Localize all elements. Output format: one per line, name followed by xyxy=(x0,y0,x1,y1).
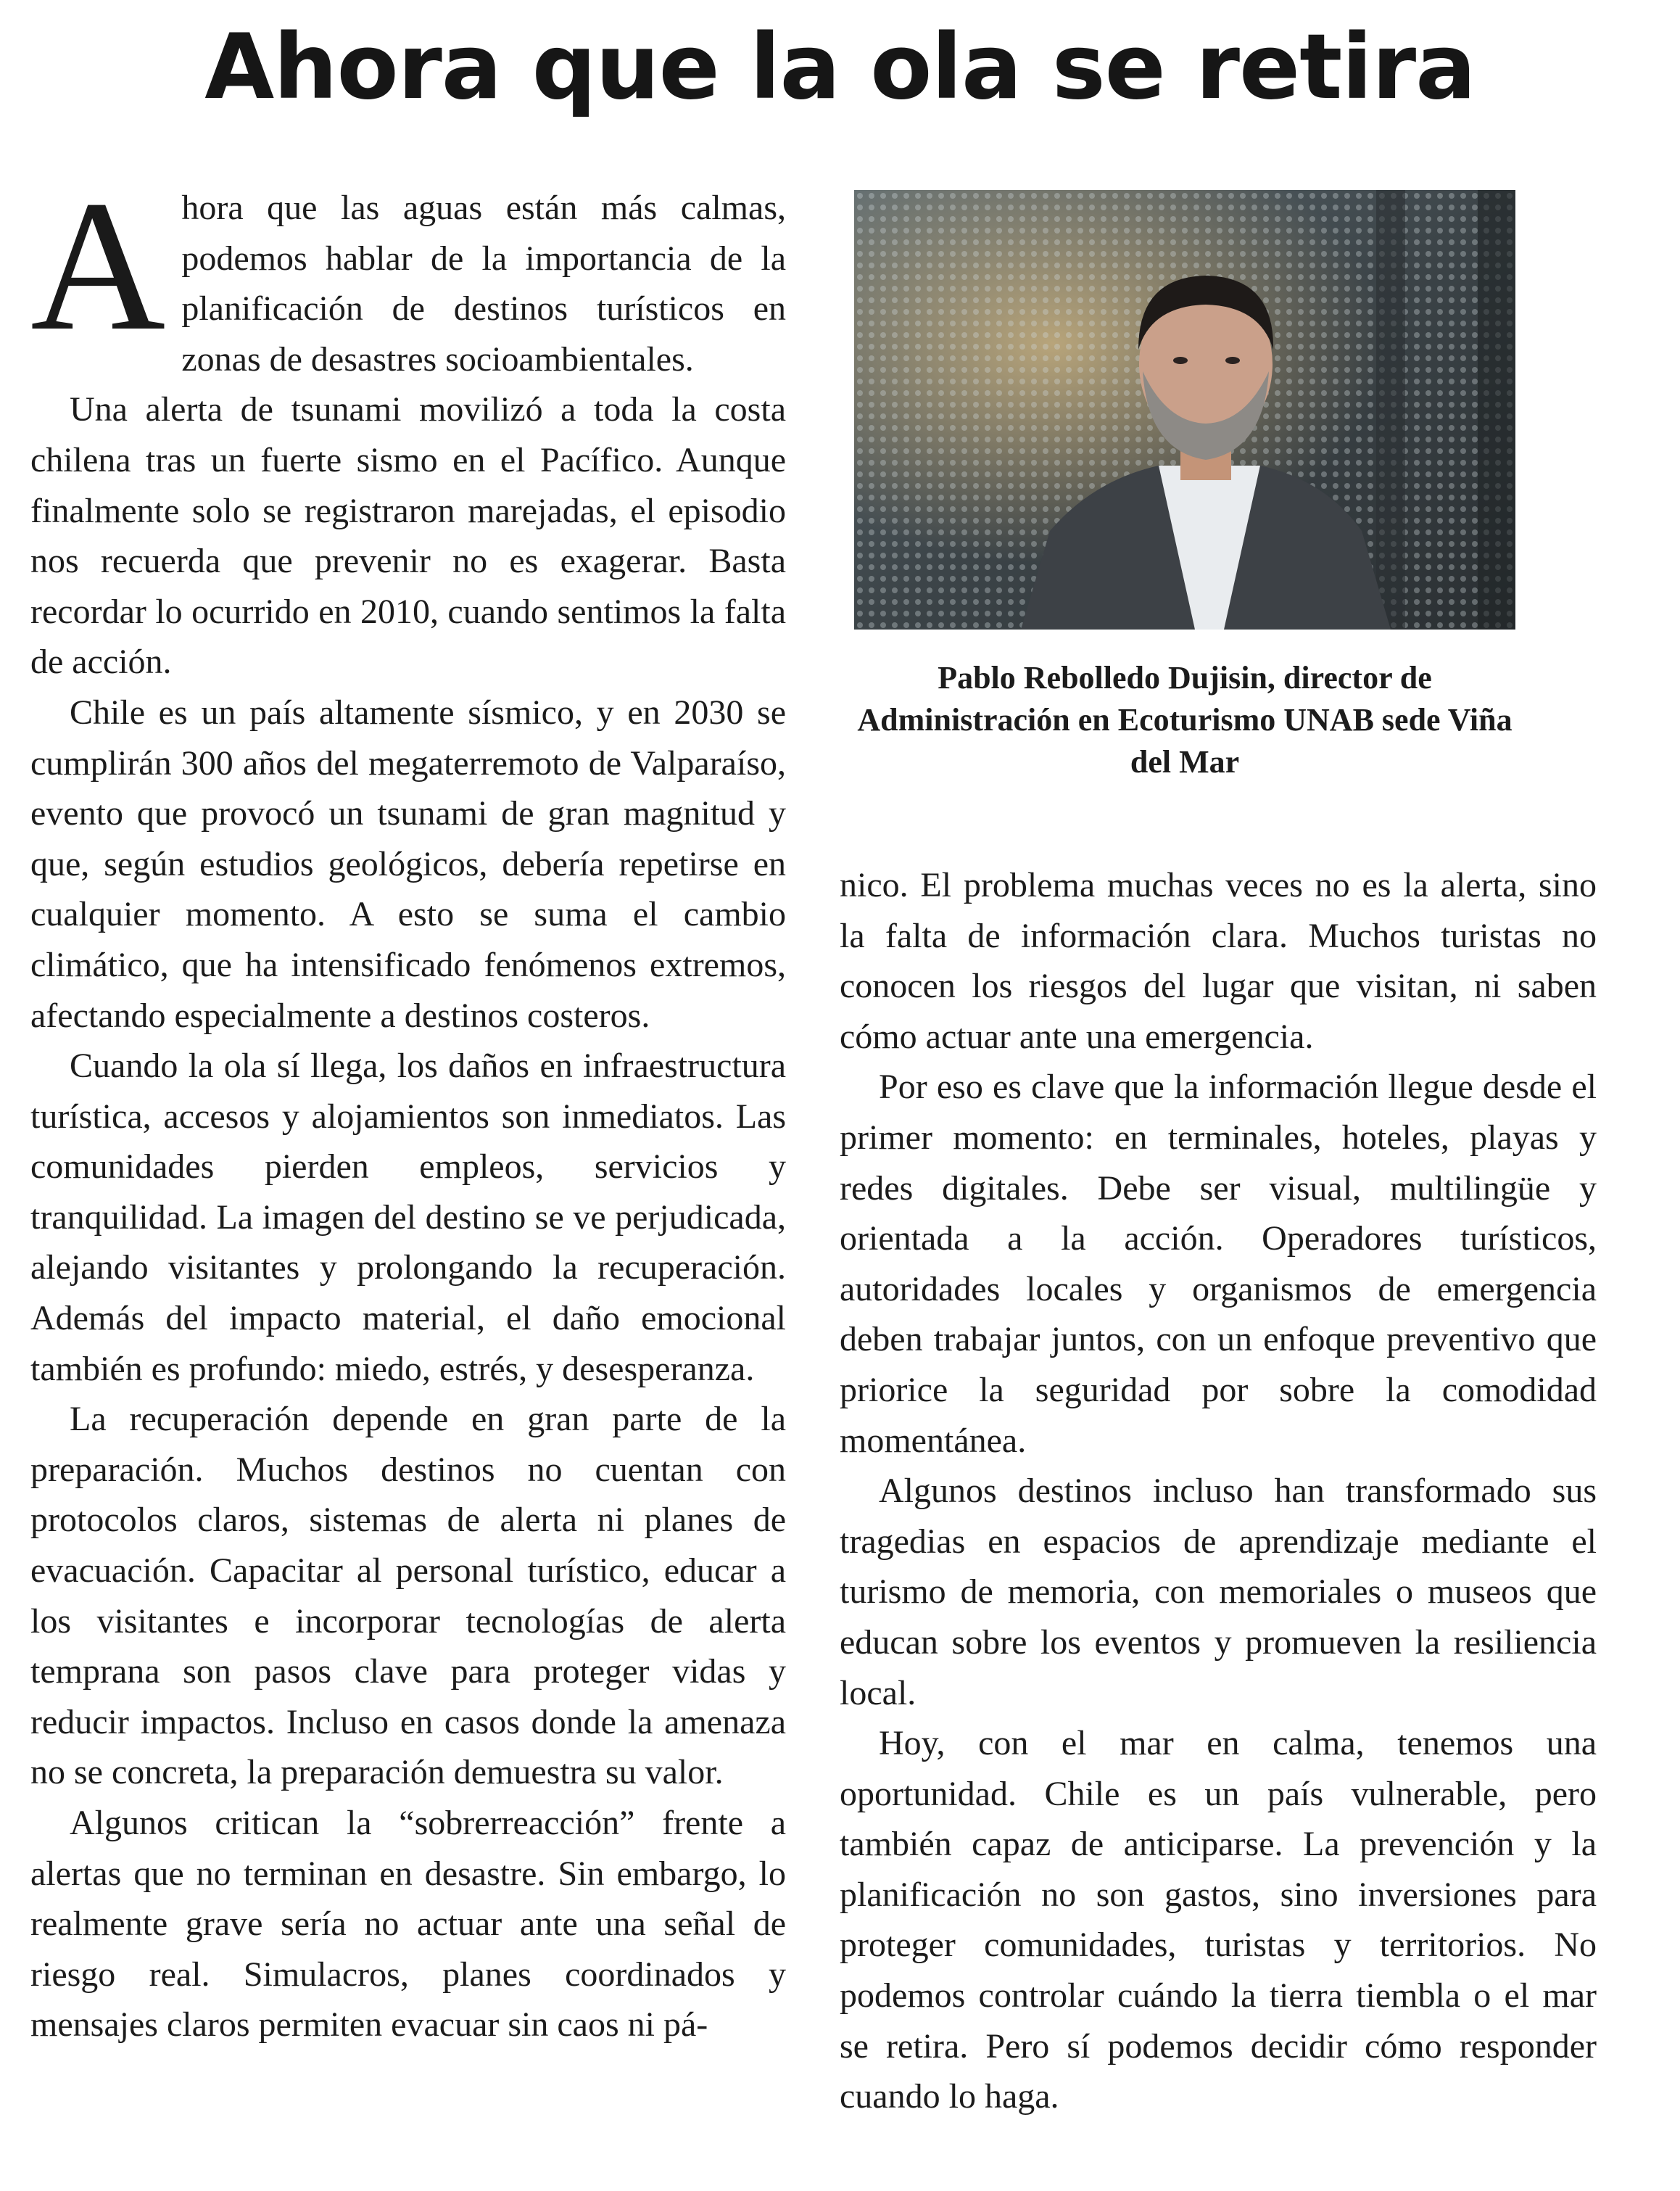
paragraph-conclusion: Hoy, con el mar en calma, tenemos una oportunidad. Chile es un país vulnerable, pero también capaz de anticiparse. La prevención y la planificación no son gastos, sino inversiones para proteger comunidades, turistas y territorios. No podemos controlar cuándo la tierra tiembla o el mar se retira. Pero sí podemos decidir cómo responder cuando lo haga. xyxy=(840,1724,1597,2116)
paragraph-damages: Cuando la ola sí llega, los daños en infraestructura turística, accesos y alojamientos son inmediatos. Las comunidades pierden empleos, servicios y tranquilidad. La imagen del destino se ve perjudicada, alejando visitantes y prolongando la recuperación. Además del impacto material, el daño emocional también es profundo: miedo, estrés, y desesperanza. xyxy=(30,1047,786,1388)
author-photo xyxy=(854,190,1515,630)
article-column-left xyxy=(30,183,786,2184)
photo-caption: Pablo Rebolledo Dujisin, director de Administración en Ecoturismo UNAB sede Viña del Mar xyxy=(857,660,1513,780)
paragraph-intro xyxy=(30,183,786,384)
paragraph-overreaction: Algunos critican la “sobrerreacción” frente a alertas que no terminan en desastre. Sin embargo, lo realmente grave sería no actuar ante una señal de riesgo real. Simulacros, planes coordinados y mensajes claros permiten evacuar sin caos ni pá- xyxy=(30,1804,786,2044)
drop-cap: A xyxy=(30,183,166,369)
paragraph-memory-tourism: Algunos destinos incluso han transformado sus tragedias en espacios de aprendizaje mediante el turismo de memoria, con memoriales o museos que educan sobre los eventos y promueven la resiliencia local. xyxy=(840,1472,1597,1712)
paragraph-continuation: nico. El problema muchas veces no es la alerta, sino la falta de información clara. Muchos turistas no conocen los riesgos del lugar que visitan, ni saben cómo actuar ante una emergencia. xyxy=(840,866,1597,1056)
article-column-right xyxy=(840,860,1597,2122)
paragraph-information: Por eso es clave que la información llegue desde el primer momento: en terminales, hoteles, playas y redes digitales. Debe ser visual, multilingüe y orientada a la acción. Operadores turísticos, autoridades locales y organismos de emergencia deben trabajar juntos, con un enfoque preventivo que priorice la seguridad por sobre la comodidad momentánea. xyxy=(840,1068,1597,1460)
paragraph-seismic-country: Chile es un país altamente sísmico, y en 2030 se cumplirán 300 años del megaterremoto de Valparaíso, evento que provocó un tsunami de gran magnitud y que, según estudios geológicos, debería repetirse en cualquier momento. A esto se suma el cambio climático, que ha intensificado fenómenos extremos, afectando especialmente a destinos costeros. xyxy=(30,693,786,1035)
headline: Ahora que la ola se retira xyxy=(204,15,1476,120)
author-portrait-image xyxy=(854,190,1515,630)
paragraph-intro-text: hora que las aguas están más calmas, podemos hablar de la importancia de la planificación de destinos turísticos en zonas de desastres socioambientales. xyxy=(181,189,786,379)
paragraph-tsunami-alert: Una alerta de tsunami movilizó a toda la costa chilena tras un fuerte sismo en el Pacífico. Aunque finalmente solo se registraron marejadas, el episodio nos recuerda que prevenir no es exagerar. Basta recordar lo ocurrido en 2010, cuando sentimos la falta de acción. xyxy=(30,390,786,682)
paragraph-recovery: La recuperación depende en gran parte de la preparación. Muchos destinos no cuentan con protocolos claros, sistemas de alerta ni planes de evacuación. Capacitar al personal turístico, educar a los visitantes e incorporar tecnologías de alerta temprana son pasos clave para proteger vidas y reducir impactos. Incluso en casos donde la amenaza no se concreta, la preparación demuestra su valor. xyxy=(30,1400,786,1792)
